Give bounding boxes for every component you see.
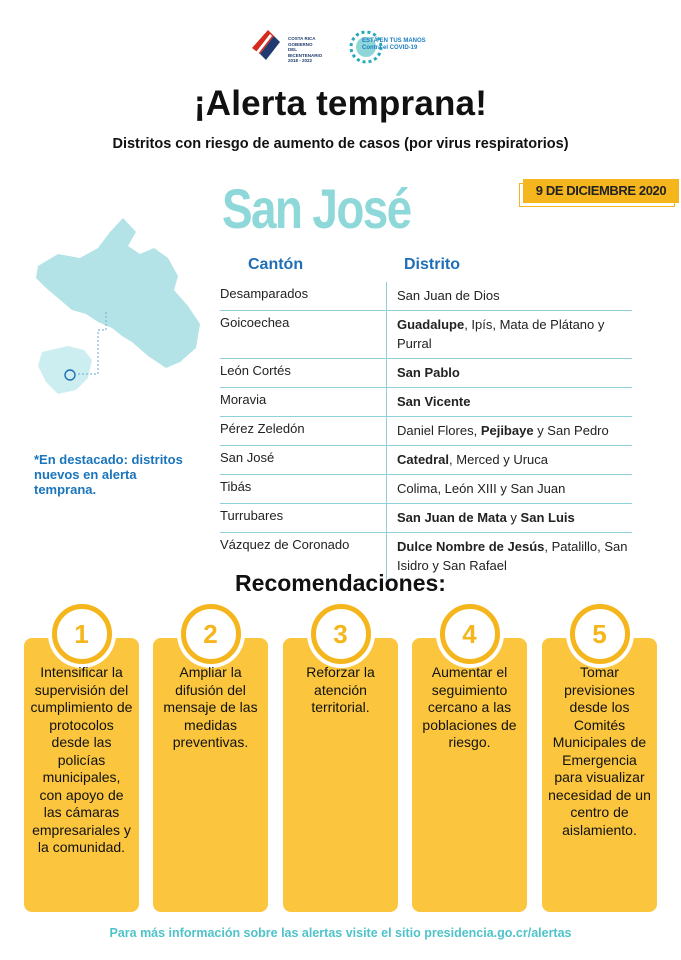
distrito-highlighted: San Juan de Mata bbox=[397, 510, 507, 525]
distrito-text: , Ipís, Mata de Plátano y Purral bbox=[397, 317, 605, 351]
table-body bbox=[220, 282, 632, 580]
distrito-text: Daniel Flores, bbox=[397, 423, 481, 438]
distrito-highlighted: Guadalupe bbox=[397, 317, 465, 332]
distrito-cell bbox=[386, 475, 632, 503]
distrito-highlighted: Pejibaye bbox=[480, 423, 534, 438]
costa-rica-flag-icon bbox=[250, 28, 288, 62]
card-number-badge: 3 bbox=[311, 604, 371, 664]
card-text: Tomar previsiones desde los Comités Municipales de Emergencia para visualizar necesidad de un centro de aislamiento. bbox=[548, 664, 651, 838]
card-text: Ampliar la difusión del mensaje de las medidas preventivas. bbox=[163, 664, 258, 750]
canton-cell: León Cortés bbox=[220, 363, 291, 378]
card-text: Aumentar el seguimiento cercano a las poblaciones de riesgo. bbox=[422, 664, 517, 750]
distrito-cell bbox=[386, 417, 632, 445]
recommendation-card-3 bbox=[283, 619, 398, 912]
recommendations-title: Recomendaciones: bbox=[235, 570, 446, 596]
distrito-cell bbox=[386, 446, 632, 474]
table-row bbox=[220, 311, 632, 359]
table-row bbox=[220, 388, 632, 417]
distrito-highlighted: San Pablo bbox=[397, 365, 460, 380]
header-canton: Cantón bbox=[248, 256, 304, 273]
costa-rica-government-logo bbox=[250, 26, 323, 66]
distrito-cell bbox=[386, 282, 632, 310]
canton-cell: Desamparados bbox=[220, 286, 309, 301]
highlight-note: *En destacado: distritos nuevos en alerta temprana. bbox=[34, 452, 183, 497]
date-badge: 9 DE DICIEMBRE 2020 bbox=[523, 179, 679, 203]
covid-logo-text bbox=[362, 38, 426, 52]
province-name: San José bbox=[222, 177, 411, 240]
table-row bbox=[220, 475, 632, 504]
distrito-text: San Juan de Dios bbox=[397, 288, 500, 303]
header-distrito: Distrito bbox=[404, 256, 460, 273]
canton-cell: Tibás bbox=[220, 479, 252, 494]
distrito-highlighted: Catedral bbox=[397, 452, 450, 467]
distrito-highlighted: San Luis bbox=[520, 510, 575, 525]
header-logos bbox=[0, 26, 681, 70]
san-jose-map bbox=[28, 218, 218, 418]
distrito-highlighted: San Vicente bbox=[397, 394, 471, 409]
cr-logo-text: COSTA RICA GOBIERNO DEL BICENTENARIO 2018 - 2022 bbox=[288, 36, 323, 63]
canton-cell: Vázquez de Coronado bbox=[220, 537, 350, 552]
distrito-text: , Merced y Uruca bbox=[449, 452, 549, 467]
card-number-badge: 4 bbox=[440, 604, 500, 664]
distrito-highlighted: Dulce Nombre de Jesús bbox=[397, 539, 545, 554]
canton-cell: Turrubares bbox=[220, 508, 284, 523]
canton-cell: Pérez Zeledón bbox=[220, 421, 305, 436]
recommendation-card-2 bbox=[153, 619, 268, 912]
canton-cell: San José bbox=[220, 450, 275, 465]
table-row bbox=[220, 504, 632, 533]
card-text: Reforzar la atención territorial. bbox=[306, 664, 375, 715]
covid-logo-line1: ESTÁ EN TUS MANOS bbox=[362, 38, 426, 44]
card-number-badge: 1 bbox=[52, 604, 112, 664]
table-row bbox=[220, 359, 632, 388]
districts-table bbox=[220, 254, 632, 580]
covid-logo-line2: Contra el COVID-19 bbox=[362, 45, 418, 51]
table-row bbox=[220, 417, 632, 446]
distrito-text: y bbox=[506, 510, 521, 525]
table-header bbox=[220, 254, 632, 282]
card-number-badge: 2 bbox=[181, 604, 241, 664]
footer-link-text[interactable]: Para más información sobre las alertas visite el sitio presidencia.go.cr/alertas bbox=[109, 926, 572, 940]
recommendation-card-5 bbox=[542, 619, 657, 912]
card-text: Intensificar la supervisión del cumplimiento de protocolos desde las policías municipales, con apoyo de las cámaras empresariales y la comunidad. bbox=[30, 664, 133, 855]
canton-cell: Moravia bbox=[220, 392, 267, 407]
card-number-badge: 5 bbox=[570, 604, 630, 664]
distrito-text: , Patalillo, San Isidro y San Rafael bbox=[397, 539, 628, 573]
table-row bbox=[220, 446, 632, 475]
distrito-cell bbox=[386, 311, 632, 358]
canton-cell: Goicoechea bbox=[220, 315, 290, 330]
distrito-text: Colima, León XIII y San Juan bbox=[397, 481, 566, 496]
distrito-cell bbox=[386, 359, 632, 387]
table-row bbox=[220, 282, 632, 311]
recommendation-card-4 bbox=[412, 619, 527, 912]
distrito-cell bbox=[386, 388, 632, 416]
recommendation-card-1 bbox=[24, 619, 139, 912]
distrito-cell bbox=[386, 504, 632, 532]
distrito-text: y San Pedro bbox=[533, 423, 609, 438]
covid-campaign-logo bbox=[346, 26, 436, 68]
page-subtitle: Distritos con riesgo de aumento de casos (por virus respiratorios) bbox=[112, 136, 569, 152]
page-title: ¡Alerta temprana! bbox=[193, 84, 488, 123]
